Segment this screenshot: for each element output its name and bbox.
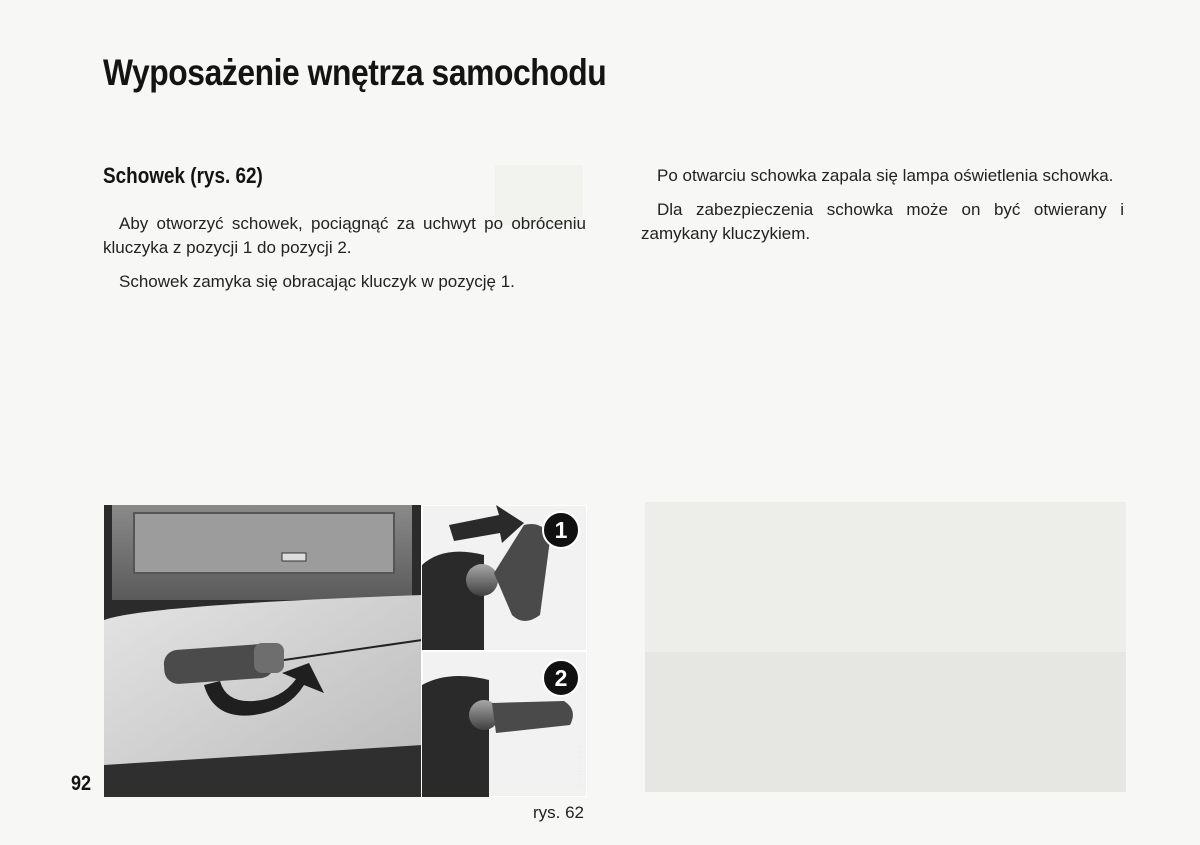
section-heading: Schowek (rys. 62) bbox=[103, 163, 263, 188]
left-column-text bbox=[103, 212, 586, 304]
show-through-decoration bbox=[290, 150, 294, 166]
page-number: 92 bbox=[71, 772, 92, 795]
position-1-badge bbox=[542, 511, 580, 549]
figure-caption: rys. 62 bbox=[533, 803, 585, 822]
paragraph-close-instructions: Schowek zamyka się obracając kluczyk w pozycję 1. bbox=[119, 272, 515, 291]
position-2-label: 2 bbox=[554, 665, 568, 691]
position-2-badge bbox=[542, 659, 580, 697]
paragraph-light: Po otwarciu schowka zapala się lampa oświetlenia schowka. bbox=[657, 166, 1114, 185]
paragraph-lock: Dla zabezpieczenia schowka może on być otwierany i zamykany kluczykiem. bbox=[641, 200, 1124, 243]
show-through-photo bbox=[645, 502, 1126, 792]
glovebox-illustration bbox=[104, 505, 587, 797]
figure-code: P5P00392 bbox=[576, 745, 585, 787]
page-title: Wyposażenie wnętrza samochodu bbox=[103, 52, 607, 93]
right-column-text bbox=[641, 164, 1124, 256]
position-1-label: 1 bbox=[554, 517, 568, 543]
paragraph-open-instructions: Aby otworzyć schowek, pociągnąć za uchwyt po obróceniu kluczyka z pozycji 1 do pozycji 2. bbox=[103, 214, 586, 257]
glovebox-figure bbox=[104, 505, 587, 797]
